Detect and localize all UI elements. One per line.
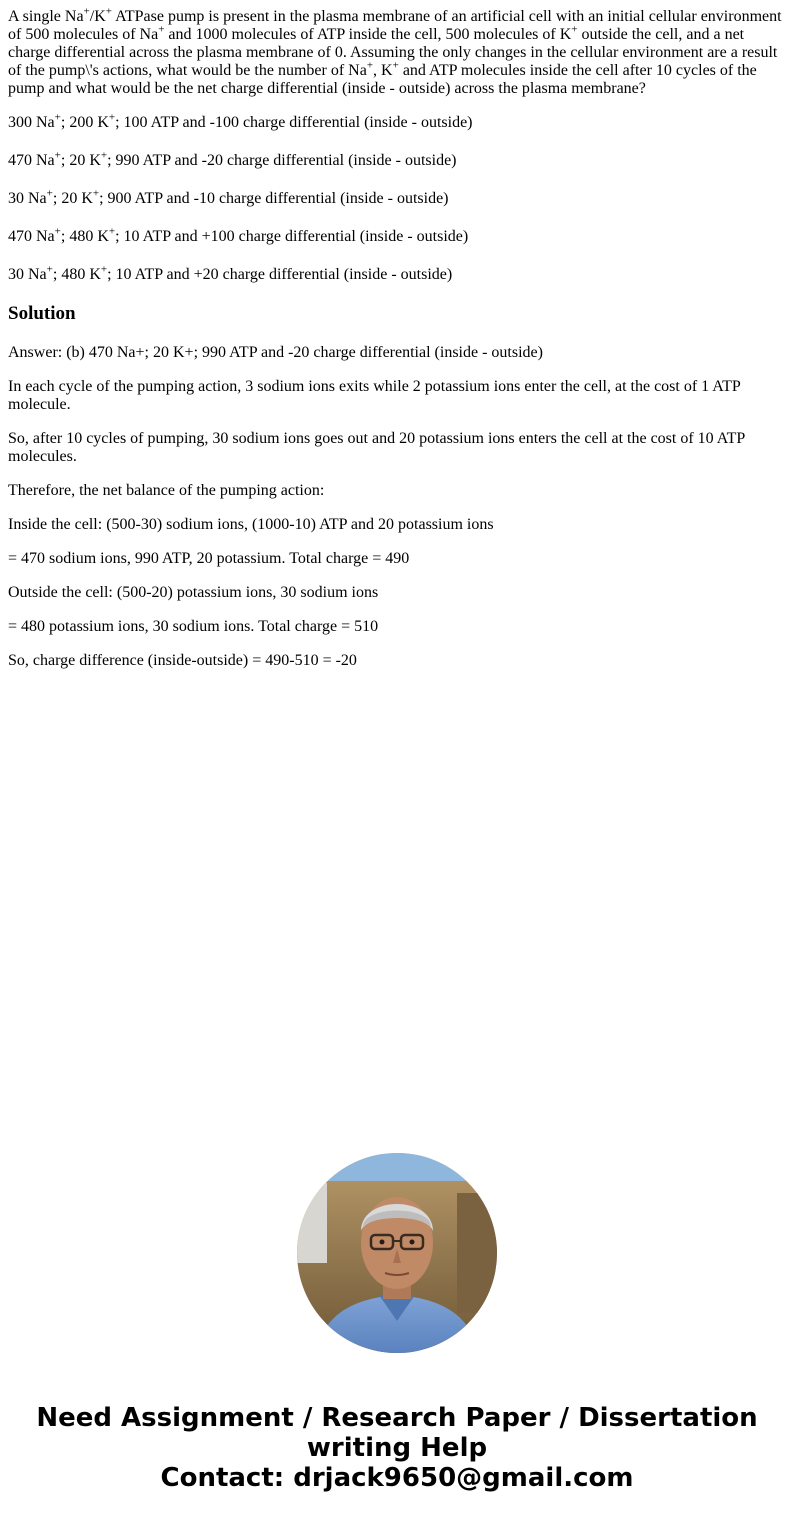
promo-footer <box>0 1403 794 1493</box>
solution-paragraph: So, after 10 cycles of pumping, 30 sodium ions goes out and 20 potassium ions enters the cell at the cost of 10 ATP molecules. <box>8 430 745 465</box>
solution-heading: Solution <box>8 303 76 324</box>
author-avatar <box>297 1153 497 1353</box>
document-body <box>8 5 788 686</box>
solution-paragraph: Inside the cell: (500-30) sodium ions, (1000-10) ATP and 20 potassium ions <box>8 516 494 533</box>
answer-option-a: 300 Na+; 200 K+; 100 ATP and -100 charge differential (inside - outside) <box>8 111 473 131</box>
answer-option-d: 470 Na+; 480 K+; 10 ATP and +100 charge differential (inside - outside) <box>8 225 469 245</box>
question-text: A single Na+/K+ ATPase pump is present in the plasma membrane of an artificial cell with an initial cellular environment of 500 molecules of Na+ and 1000 molecules of ATP inside the cell, 500 molecules of K+ outside the cell, and a net charge differential across the plasma membrane of 0. Assuming the only changes in the cellular environment are a result of the pump\'s actions, what would be the number of Na+, K+ and ATP molecules inside the cell after 10 cycles of the pump and what would be the net charge differential (inside - outside) across the plasma membrane? <box>8 5 782 97</box>
solution-paragraph: In each cycle of the pumping action, 3 sodium ions exits while 2 potassium ions enter the cell, at the cost of 1 ATP molecule. <box>8 378 741 413</box>
solution-answer: Answer: (b) 470 Na+; 20 K+; 990 ATP and -20 charge differential (inside - outside) <box>8 344 543 361</box>
solution-paragraph: = 470 sodium ions, 990 ATP, 20 potassium. Total charge = 490 <box>8 550 410 567</box>
solution-paragraph: So, charge difference (inside-outside) = 490-510 = -20 <box>8 652 357 669</box>
solution-paragraph: = 480 potassium ions, 30 sodium ions. Total charge = 510 <box>8 618 379 635</box>
answer-option-b: 470 Na+; 20 K+; 990 ATP and -20 charge differential (inside - outside) <box>8 149 457 169</box>
answer-option-c: 30 Na+; 20 K+; 900 ATP and -10 charge differential (inside - outside) <box>8 187 449 207</box>
footer-contact: Contact: drjack9650@gmail.com <box>160 1463 634 1493</box>
footer-line-1: Need Assignment / Research Paper / Dissertation <box>36 1403 758 1433</box>
solution-paragraph: Therefore, the net balance of the pumping action: <box>8 482 325 499</box>
author-photo-illustration <box>297 1153 497 1353</box>
answer-option-e: 30 Na+; 480 K+; 10 ATP and +20 charge differential (inside - outside) <box>8 263 453 283</box>
footer-line-2: writing Help <box>306 1433 488 1463</box>
solution-paragraph: Outside the cell: (500-20) potassium ions, 30 sodium ions <box>8 584 379 601</box>
